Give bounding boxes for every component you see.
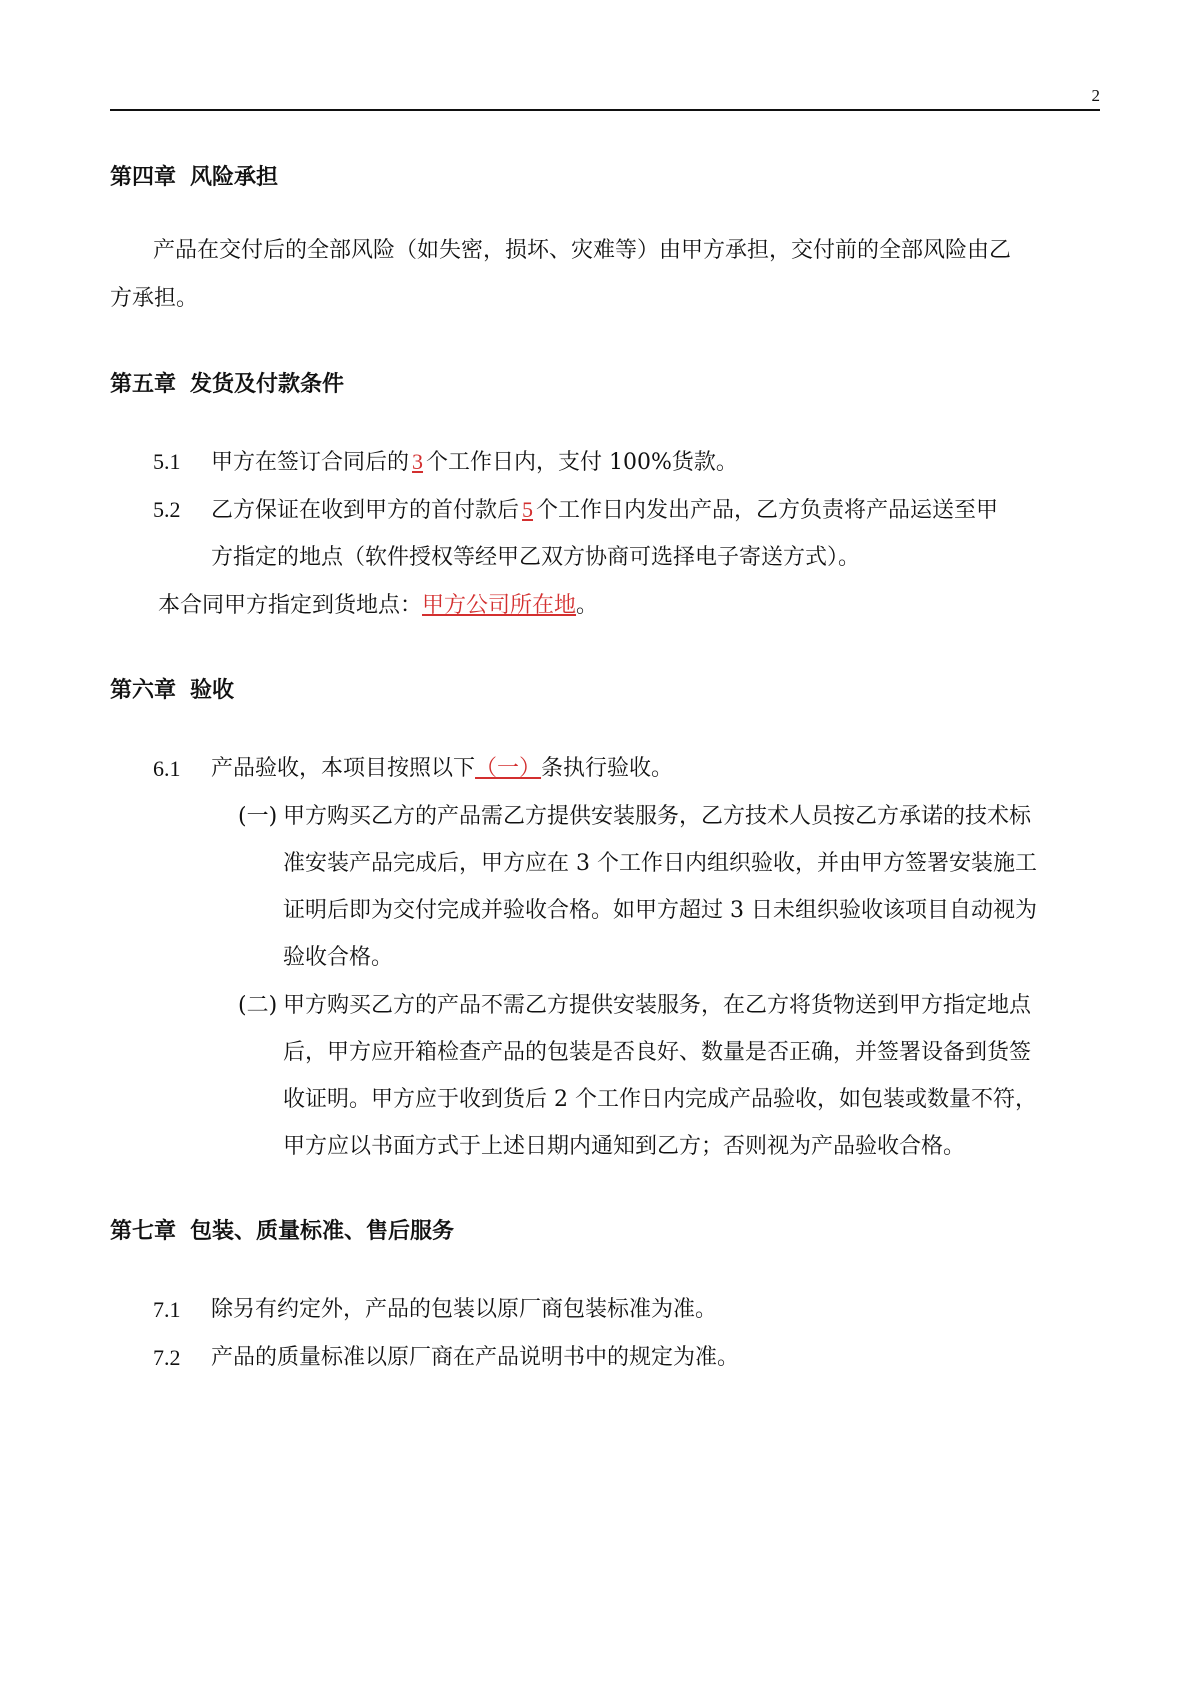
delivery-location-line [158, 595, 598, 617]
clause-7-1-number: 7.1 [153, 1297, 181, 1322]
clause-5-2-line-2: 方指定的地点（软件授权等经甲乙双方协商可选择电子寄送方式）。 [211, 545, 861, 570]
chapter-6-number: 第六章 [110, 678, 177, 703]
option-1-marker: (一) [238, 804, 278, 829]
delivery-location-end: 。 [576, 593, 599, 618]
chapter-7-heading [110, 1214, 454, 1245]
clause-6-1-option-value: （一） [475, 756, 542, 781]
clause-5-1-days-value: 3 [412, 449, 424, 474]
clause-6-1-text-a: 产品验收，本项目按照以下 [211, 756, 476, 781]
page-number: 2 [1091, 86, 1100, 105]
clause-6-1-text-b: 条执行验收。 [541, 756, 674, 781]
chapter-7-title: 包装、质量标准、售后服务 [190, 1219, 455, 1244]
clause-5-1-number: 5.1 [153, 449, 181, 474]
option-1-line-1: 甲方购买乙方的产品需乙方提供安装服务，乙方技术人员按乙方承诺的技术标 [283, 804, 1032, 829]
clause-5-1-text-a: 甲方在签订合同后的 [211, 450, 410, 475]
clause-5-1-text [211, 451, 738, 474]
clause-6-1-number: 6.1 [153, 756, 181, 781]
chapter-4-paragraph-line-2: 方承担。 [110, 286, 199, 311]
clause-5-2-text-b: 个工作日内发出产品，乙方负责将产品运送至甲 [536, 498, 999, 523]
chapter-5-number: 第五章 [110, 372, 177, 397]
option-2-line-4: 甲方应以书面方式于上述日期内通知到乙方；否则视为产品验收合格。 [283, 1134, 966, 1159]
clause-5-2-text [211, 499, 998, 522]
option-1-line-3: 证明后即为交付完成并验收合格。如甲方超过 3 日未组织验收该项目自动视为 [283, 898, 1037, 923]
chapter-5-heading [110, 367, 344, 398]
chapter-5-title: 发货及付款条件 [190, 372, 345, 397]
chapter-4-number: 第四章 [110, 165, 177, 190]
clause-7-2-number: 7.2 [153, 1345, 181, 1370]
option-2-marker: (二) [238, 993, 278, 1018]
clause-5-1-text-b: 个工作日内，支付 100%货款。 [426, 450, 738, 475]
clause-5-2-number: 5.2 [153, 497, 181, 522]
delivery-location-value: 甲方公司所在地 [422, 593, 577, 618]
header-rule [110, 109, 1100, 111]
chapter-4-title: 风险承担 [190, 165, 279, 190]
chapter-4-heading [110, 160, 278, 191]
option-1-line-4: 验收合格。 [283, 945, 394, 970]
chapter-7-number: 第七章 [110, 1219, 177, 1244]
clause-7-1-text: 除另有约定外，产品的包装以原厂商包装标准为准。 [211, 1297, 718, 1322]
chapter-6-heading [110, 673, 234, 704]
option-1-line-2: 准安装产品完成后，甲方应在 3 个工作日内组织验收，并由甲方签署安装施工 [283, 851, 1037, 876]
chapter-4-paragraph-line-1: 产品在交付后的全部风险（如失密，损坏、灾难等）由甲方承担，交付前的全部风险由乙 [153, 238, 1012, 263]
chapter-6-title: 验收 [190, 678, 235, 703]
clause-7-2-text: 产品的质量标准以原厂商在产品说明书中的规定为准。 [211, 1345, 740, 1370]
option-2-line-2: 后，甲方应开箱检查产品的包装是否良好、数量是否正确，并签署设备到货签 [283, 1040, 1032, 1065]
option-2-line-3: 收证明。甲方应于收到货后 2 个工作日内完成产品验收，如包装或数量不符， [283, 1087, 1037, 1112]
clause-6-1-text [211, 758, 673, 780]
clause-5-2-text-a: 乙方保证在收到甲方的首付款后 [211, 498, 520, 523]
delivery-location-label: 本合同甲方指定到货地点： [158, 593, 423, 618]
option-2-line-1: 甲方购买乙方的产品不需乙方提供安装服务，在乙方将货物送到甲方指定地点 [283, 993, 1032, 1018]
clause-5-2-days-value: 5 [522, 497, 534, 522]
